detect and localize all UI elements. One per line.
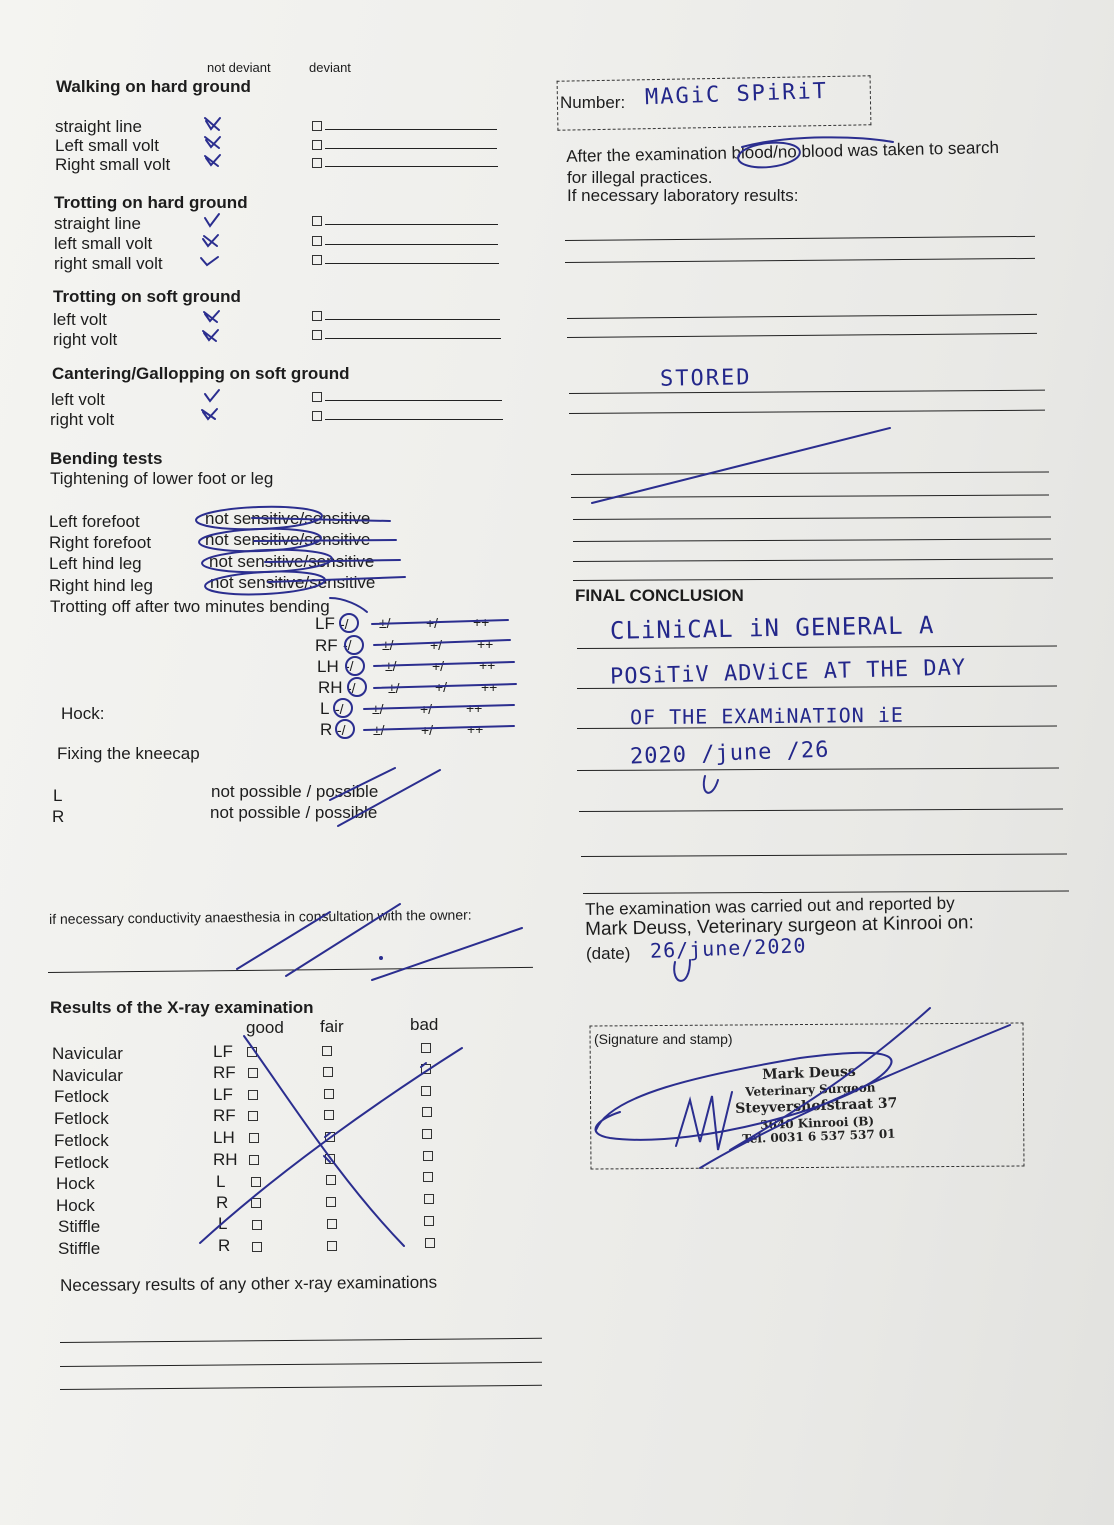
xray-col-fair: fair xyxy=(320,1017,344,1036)
deviant-note-line xyxy=(325,419,503,420)
xray-good-checkbox[interactable] xyxy=(249,1133,259,1143)
grade-plus[interactable]: +/ xyxy=(430,637,443,653)
xray-row-code: LF xyxy=(213,1042,233,1061)
reported-line-1: The examination was carried out and reported by xyxy=(585,893,955,919)
xray-bad-checkbox[interactable] xyxy=(422,1129,432,1139)
bending-leg-label: Right forefoot xyxy=(49,533,152,552)
deviant-note-line xyxy=(325,338,501,339)
xray-row-code: RF xyxy=(213,1106,236,1125)
blood-option[interactable]: blood/no blood xyxy=(731,141,844,163)
lab-results-line xyxy=(571,494,1049,498)
xray-bad-checkbox[interactable] xyxy=(423,1151,433,1161)
number-label: Number: xyxy=(560,93,626,112)
grade-plusplus[interactable]: ++ xyxy=(473,614,490,630)
lab-results-line xyxy=(569,390,1045,394)
deviant-checkbox[interactable] xyxy=(312,330,322,340)
bending-subtitle: Tightening of lower foot or leg xyxy=(50,469,274,488)
check-mark-icon xyxy=(205,214,219,226)
lab-results-line xyxy=(565,236,1035,241)
conclusion-rule xyxy=(577,645,1057,649)
xray-row-code: R xyxy=(218,1236,231,1255)
lab-results-line xyxy=(567,333,1037,338)
bending-leg-label: Left forefoot xyxy=(49,512,140,531)
grade-minus[interactable]: -/ xyxy=(347,680,356,696)
header-deviant: deviant xyxy=(309,60,351,75)
lab-results-line xyxy=(567,314,1037,319)
trotting-hard-title: Trotting on hard ground xyxy=(54,193,248,212)
deviant-checkbox[interactable] xyxy=(312,392,322,402)
kneecap-side: R xyxy=(52,807,65,826)
deviant-note-line xyxy=(325,319,500,320)
lab-results-line xyxy=(565,258,1035,263)
blood-line-1: After the examination blood/no blood was taken to search xyxy=(566,137,1000,166)
stamp-line: Mark Deuss xyxy=(762,1063,857,1083)
xray-good-checkbox[interactable] xyxy=(252,1220,262,1230)
grade-minus[interactable]: -/ xyxy=(340,616,349,632)
xray-row-name: Stiffle xyxy=(58,1217,101,1236)
xray-bad-checkbox[interactable] xyxy=(424,1216,434,1226)
grade-plusminus[interactable]: ±/ xyxy=(388,680,400,696)
grade-plusminus[interactable]: ±/ xyxy=(385,658,397,674)
conclusion-rule xyxy=(579,808,1063,812)
trotting-off-label: Trotting off after two minutes bending xyxy=(50,597,330,616)
xray-fair-checkbox[interactable] xyxy=(323,1067,333,1077)
check-mark-icon xyxy=(205,155,220,166)
header-not-deviant: not deviant xyxy=(207,60,271,75)
xray-fair-checkbox[interactable] xyxy=(327,1241,337,1251)
walking-item-label: Left small volt xyxy=(55,136,159,155)
walking-item-label: Right small volt xyxy=(55,155,171,174)
check-mark-icon xyxy=(203,330,218,341)
xray-other-label: Necessary results of any other x-ray examinations xyxy=(60,1272,438,1295)
deviant-checkbox[interactable] xyxy=(312,121,322,131)
xray-fair-checkbox[interactable] xyxy=(325,1154,335,1164)
bending-title: Bending tests xyxy=(50,449,163,468)
grade-plusplus[interactable]: ++ xyxy=(481,679,498,695)
deviant-checkbox[interactable] xyxy=(312,236,322,246)
xray-bad-checkbox[interactable] xyxy=(424,1194,434,1204)
stamp-line: Veterinary Surgeon xyxy=(745,1080,876,1099)
xray-other-line xyxy=(60,1338,542,1343)
grade-minus[interactable]: -/ xyxy=(335,701,344,717)
xray-bad-checkbox[interactable] xyxy=(423,1172,433,1182)
check-mark-icon xyxy=(205,118,220,130)
grade-plus[interactable]: +/ xyxy=(421,722,434,738)
grade-minus[interactable]: -/ xyxy=(343,637,352,653)
cantering-item-label: left volt xyxy=(51,390,105,409)
xray-row-code: L xyxy=(216,1172,226,1191)
conclusion-line: POSiTiV ADViCE AT THE DAY xyxy=(609,655,967,690)
lab-results-line xyxy=(573,538,1051,542)
anaesthesia-label: if necessary conductivity anaesthesia in consultation with the owner: xyxy=(49,906,472,927)
grade-minus[interactable]: -/ xyxy=(345,658,354,674)
xray-good-checkbox[interactable] xyxy=(251,1198,261,1208)
lab-results-line xyxy=(573,558,1053,562)
date-value[interactable]: 26/june/2020 xyxy=(649,933,807,963)
stamp-line: Steyvershofstraat 37 xyxy=(735,1095,898,1117)
xray-good-checkbox[interactable] xyxy=(247,1047,257,1057)
xray-fair-checkbox[interactable] xyxy=(326,1175,336,1185)
date-label: (date) xyxy=(586,944,631,963)
xray-row-code: LH xyxy=(213,1128,235,1147)
conclusion-line: OF THE EXAMiNATION iE xyxy=(629,702,904,730)
stamp-line: 3640 Kinrooi (B) xyxy=(760,1114,875,1132)
blood-line-2: for illegal practices. xyxy=(567,168,713,187)
xray-bad-checkbox[interactable] xyxy=(425,1238,435,1248)
deviant-checkbox[interactable] xyxy=(312,311,322,321)
xray-fair-checkbox[interactable] xyxy=(325,1132,335,1142)
xray-row-name: Fetlock xyxy=(54,1131,109,1150)
check-mark-icon xyxy=(201,257,218,265)
blood-line-3: If necessary laboratory results: xyxy=(567,186,799,205)
leg-code: L xyxy=(320,699,330,718)
xray-row-name: Hock xyxy=(56,1196,95,1215)
deviant-checkbox[interactable] xyxy=(312,140,322,150)
deviant-note-line xyxy=(325,224,498,225)
xray-row-name: Fetlock xyxy=(54,1109,109,1128)
deviant-checkbox[interactable] xyxy=(312,216,322,226)
trotting-hard-item-label: right small volt xyxy=(54,254,163,273)
cantering-item-label: right volt xyxy=(50,410,115,429)
lab-results-line xyxy=(569,410,1045,414)
check-mark-icon xyxy=(205,390,219,401)
walking-title: Walking on hard ground xyxy=(56,77,251,96)
bending-leg-label: Right hind leg xyxy=(49,576,153,595)
xray-row-name: Hock xyxy=(56,1174,95,1193)
xray-row-code: L xyxy=(218,1214,228,1233)
grade-plus[interactable]: +/ xyxy=(432,658,445,674)
xray-good-checkbox[interactable] xyxy=(248,1111,258,1121)
xray-other-line xyxy=(60,1362,542,1367)
lab-results-line xyxy=(573,516,1051,520)
xray-bad-checkbox[interactable] xyxy=(421,1064,431,1074)
xray-col-good: good xyxy=(246,1018,284,1037)
deviant-note-line xyxy=(325,148,497,149)
lab-results-line xyxy=(571,471,1049,475)
grade-plus[interactable]: +/ xyxy=(435,679,448,695)
deviant-note-line xyxy=(325,129,497,130)
grade-plus[interactable]: +/ xyxy=(420,701,433,717)
grade-plus[interactable]: +/ xyxy=(426,615,439,631)
leg-code: LF xyxy=(315,614,335,633)
xray-fair-checkbox[interactable] xyxy=(324,1110,334,1120)
xray-good-checkbox[interactable] xyxy=(248,1068,258,1078)
kneecap-option[interactable]: not possible / possible xyxy=(211,782,379,801)
grade-plusplus[interactable]: ++ xyxy=(467,721,484,737)
kneecap-title: Fixing the kneecap xyxy=(57,744,200,763)
grade-plusminus[interactable]: ±/ xyxy=(379,615,391,631)
cantering-title: Cantering/Gallopping on soft ground xyxy=(52,364,350,383)
xray-row-code: RH xyxy=(213,1150,238,1169)
xray-fair-checkbox[interactable] xyxy=(327,1219,337,1229)
check-mark-icon xyxy=(204,311,219,322)
xray-other-line xyxy=(60,1385,542,1390)
xray-bad-checkbox[interactable] xyxy=(421,1043,431,1053)
xray-bad-checkbox[interactable] xyxy=(422,1107,432,1117)
trotting-hard-item-label: left small volt xyxy=(54,234,153,253)
check-mark-icon xyxy=(202,409,217,419)
deviant-note-line xyxy=(325,166,498,167)
xray-fair-checkbox[interactable] xyxy=(322,1046,332,1056)
xray-title: Results of the X-ray examination xyxy=(50,998,314,1017)
conclusion-line: CLiNiCAL iN GENERAL A xyxy=(609,611,935,645)
xray-row-code: LF xyxy=(213,1085,233,1104)
deviant-note-line xyxy=(325,244,498,245)
xray-good-checkbox[interactable] xyxy=(248,1090,258,1100)
kneecap-option[interactable]: not possible / possible xyxy=(210,803,378,822)
xray-row-name: Fetlock xyxy=(54,1153,109,1172)
kneecap-side: L xyxy=(53,786,63,805)
trotting-soft-title: Trotting on soft ground xyxy=(53,287,241,306)
deviant-note-line xyxy=(325,400,502,401)
reported-line-2: Mark Deuss, Veterinary surgeon at Kinrooi on: xyxy=(585,912,974,940)
walking-item-label: straight line xyxy=(55,117,142,136)
xray-good-checkbox[interactable] xyxy=(251,1177,261,1187)
xray-good-checkbox[interactable] xyxy=(249,1155,259,1165)
conclusion-rule xyxy=(581,853,1067,857)
lab-results-line xyxy=(573,577,1053,581)
hock-label: Hock: xyxy=(61,704,105,723)
trotting-soft-item-label: left volt xyxy=(53,310,107,329)
signature-label: (Signature and stamp) xyxy=(594,1031,733,1047)
final-conclusion-title: FINAL CONCLUSION xyxy=(575,586,744,605)
leg-code: LH xyxy=(317,657,339,676)
sensitivity-option[interactable]: not sensitive/sensitive xyxy=(209,552,375,571)
xray-fair-checkbox[interactable] xyxy=(324,1089,334,1099)
sensitivity-option[interactable]: not sensitive/sensitive xyxy=(210,573,376,592)
sensitivity-option[interactable]: not sensitive/sensitive xyxy=(205,509,371,528)
xray-col-bad: bad xyxy=(410,1015,439,1034)
grade-plusminus[interactable]: ±/ xyxy=(382,637,394,653)
conclusion-rule xyxy=(583,890,1069,894)
xray-fair-checkbox[interactable] xyxy=(326,1197,336,1207)
trotting-soft-item-label: right volt xyxy=(53,330,118,349)
deviant-checkbox[interactable] xyxy=(312,411,322,421)
leg-code: R xyxy=(320,720,333,739)
xray-row-code: RF xyxy=(213,1063,236,1082)
grade-minus[interactable]: -/ xyxy=(337,722,346,738)
check-mark-icon xyxy=(203,235,218,246)
xray-bad-checkbox[interactable] xyxy=(421,1086,431,1096)
grade-plusplus[interactable]: ++ xyxy=(479,657,496,673)
xray-row-name: Navicular xyxy=(52,1066,123,1085)
grade-plusminus[interactable]: ±/ xyxy=(373,722,385,738)
sensitivity-option[interactable]: not sensitive/sensitive xyxy=(205,530,371,549)
bending-leg-label: Left hind leg xyxy=(49,554,142,573)
stamp-line: Tel. 0031 6 537 537 01 xyxy=(742,1126,896,1146)
grade-plusplus[interactable]: ++ xyxy=(466,700,483,716)
conclusion-line: 2020 /june /26 xyxy=(629,737,830,770)
xray-row-name: Fetlock xyxy=(54,1087,109,1106)
leg-code: RH xyxy=(318,678,343,697)
xray-row-name: Stiffle xyxy=(58,1239,101,1258)
anaesthesia-line xyxy=(48,967,533,973)
grade-plusminus[interactable]: ±/ xyxy=(372,701,384,717)
number-value[interactable]: MAGiC SPiRiT xyxy=(644,78,829,111)
xray-good-checkbox[interactable] xyxy=(252,1242,262,1252)
grade-plusplus[interactable]: ++ xyxy=(477,636,494,652)
xray-row-code: R xyxy=(216,1193,229,1212)
deviant-checkbox[interactable] xyxy=(312,158,322,168)
stored-note: STORED xyxy=(659,365,752,392)
leg-code: RF xyxy=(315,636,338,655)
deviant-note-line xyxy=(325,263,499,264)
trotting-hard-item-label: straight line xyxy=(54,214,141,233)
xray-row-name: Navicular xyxy=(52,1044,123,1063)
deviant-checkbox[interactable] xyxy=(312,255,322,265)
check-mark-icon xyxy=(205,137,220,148)
